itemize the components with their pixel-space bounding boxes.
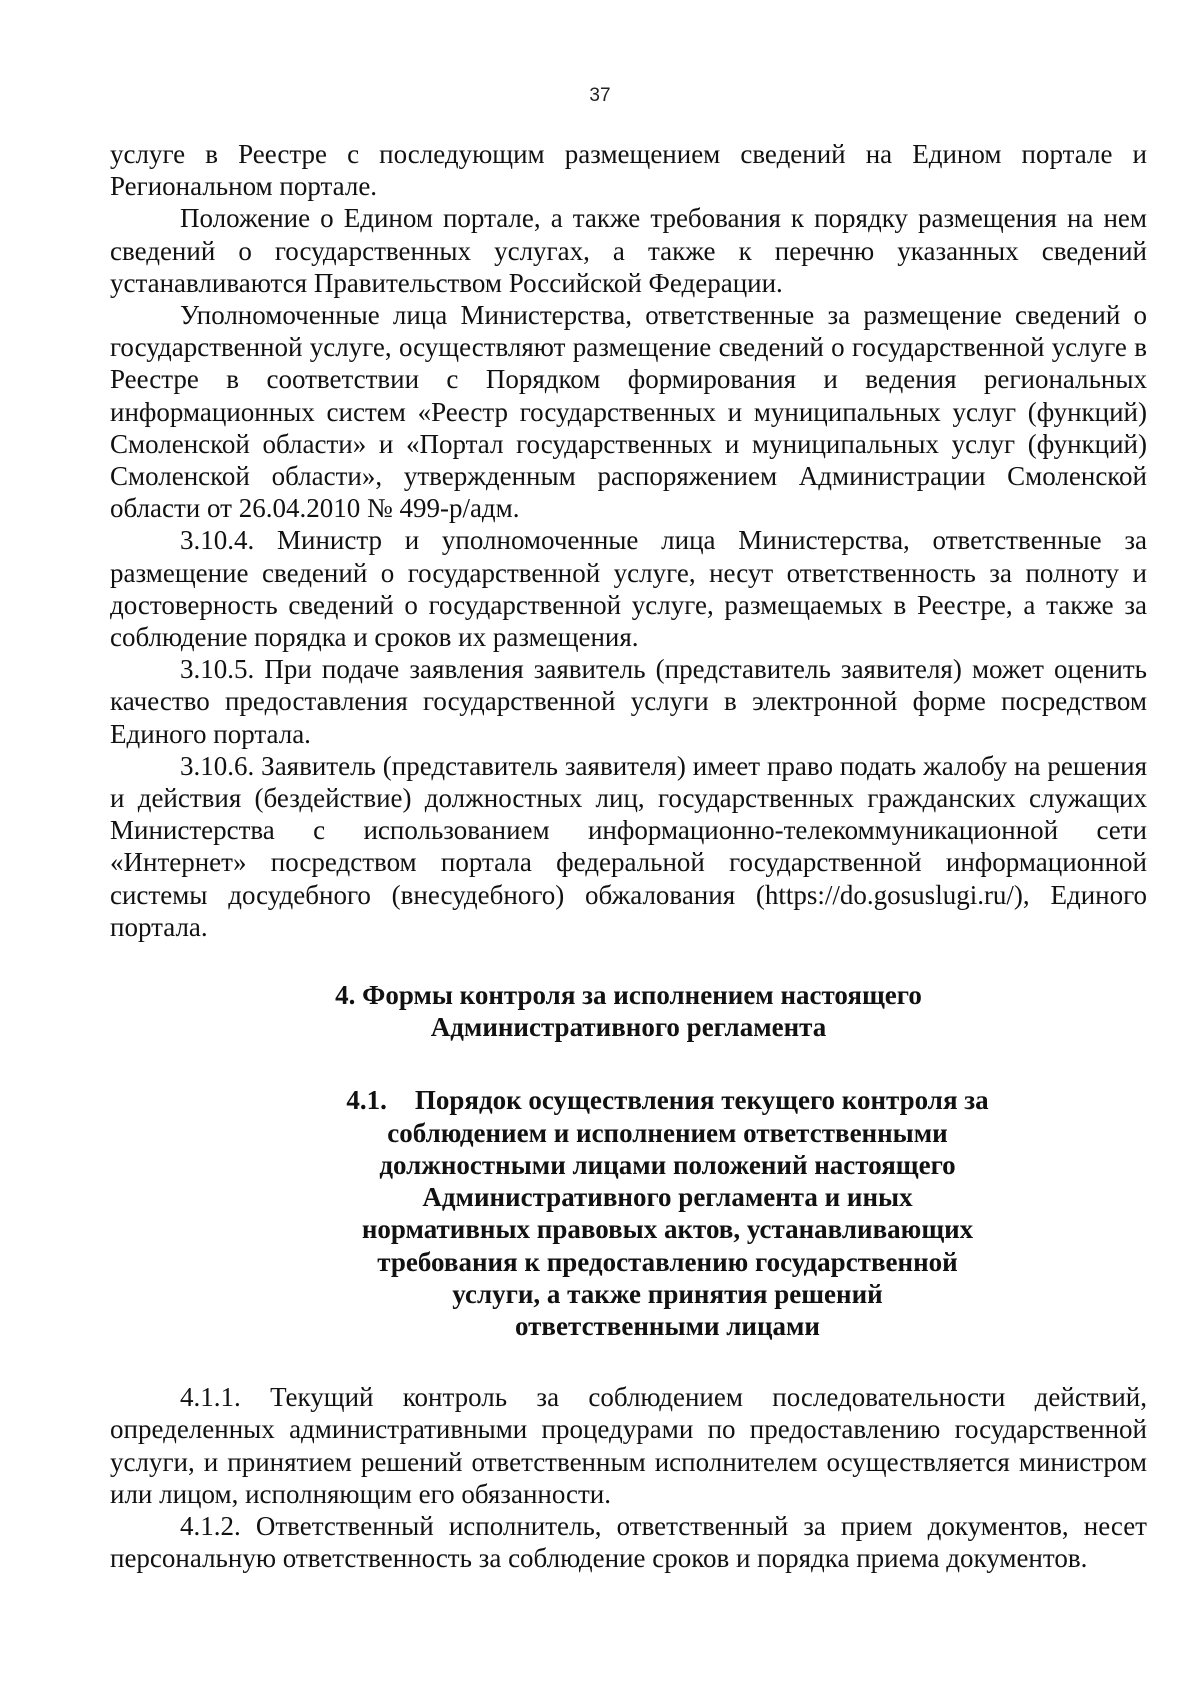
section-4-1-heading-line: ответственными лицами <box>515 1310 820 1341</box>
section-4-1-heading-line <box>188 1084 1147 1116</box>
section-4-1-heading-line: Административного регламента и иных <box>422 1182 913 1213</box>
section-4-heading-line: 4. Формы контроля за исполнением настоящего <box>335 980 922 1011</box>
section-4-1-heading-line: требования к предоставлению государственной <box>377 1246 958 1277</box>
paragraph-4-1-1: 4.1.1. Текущий контроль за соблюдением последовательности действий, определенных административными процедурами по предоставлению государственной услуги, и принятием решений ответственным исполнителем осуществляется министром или лицом, исполняющим его обязанности. <box>110 1382 1147 1509</box>
section-4-1-heading-line: нормативных правовых актов, устанавливающих <box>361 1214 974 1245</box>
section-4-heading-line: Административного регламента <box>430 1012 827 1043</box>
section-4-1-number: 4.1. <box>346 1085 387 1116</box>
section-4-heading <box>110 979 1147 1043</box>
document-body <box>110 138 1147 1574</box>
paragraph-authorized-persons: Уполномоченные лица Министерства, ответственные за размещение сведений о государственной услуге, осуществляют размещение сведений о государственной услуге в Реестре в соответствии с Порядком формирования и ведения региональных информационных систем «Реестр государственных и муниципальных услуг (функций) Смоленской области» и «Портал государственных и муниципальных услуг (функций) Смоленской области», утвержденным распоряжением Администрации Смоленской области от 26.04.2010 № 499-р/адм. <box>110 300 1147 524</box>
paragraph-4-1-2: 4.1.2. Ответственный исполнитель, ответственный за прием документов, несет персональную ответственность за соблюдение сроков и порядка приема документов. <box>110 1510 1147 1574</box>
section-4-1-heading-text: Порядок осуществления текущего контроля за <box>414 1085 989 1116</box>
section-4-1-heading-line: должностными лицами положений настоящего <box>379 1149 956 1180</box>
page-number: 37 <box>589 85 611 106</box>
paragraph-3-10-6: 3.10.6. Заявитель (представитель заявителя) имеет право подать жалобу на решения и действия (бездействие) должностных лиц, государственных гражданских служащих Министерства с использованием информационно-телекоммуникационной сети «Интернет» посредством портала федеральной государственной информационной системы досудебного (внесудебного) обжалования (https://do.gosuslugi.ru/), Единого портала. <box>110 750 1147 942</box>
section-4-1-heading <box>110 1084 1147 1342</box>
paragraph-3-10-5: 3.10.5. При подаче заявления заявитель (представитель заявителя) может оценить качество предоставления государственной услуги в электронной форме посредством Единого портала. <box>110 654 1147 749</box>
paragraph-portal-regulation: Положение о Едином портале, а также требования к порядку размещения на нем сведений о государственных услугах, а также к перечню указанных сведений устанавливаются Правительством Российской Федерации. <box>110 203 1147 298</box>
paragraph-3-10-4: 3.10.4. Министр и уполномоченные лица Министерства, ответственные за размещение сведений о государственной услуге, несут ответственность за полноту и достоверность сведений о государственной услуге, размещаемых в Реестре, а также за соблюдение порядка и сроков их размещения. <box>110 525 1147 653</box>
section-4-1-heading-line: услуги, а также принятия решений <box>452 1278 883 1309</box>
section-4-1-heading-line: соблюдением и исполнением ответственными <box>387 1117 948 1148</box>
paragraph-continuation: услуге в Реестре с последующим размещением сведений на Едином портале и Региональном портале. <box>110 139 1147 202</box>
